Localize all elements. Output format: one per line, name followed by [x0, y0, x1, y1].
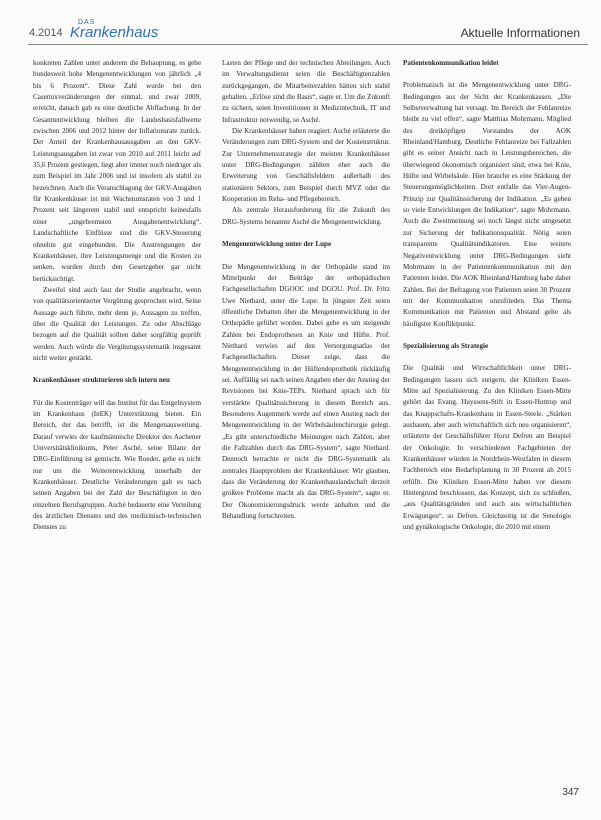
logo-title: Krankenhaus	[70, 24, 159, 41]
paragraph: Für die Kostenträger will das Institut für das Entgeltsystem im Krankenhaus (InEK) Unterstützung bieten. Ein Bereich, der das betrifft, ist die Mengenausweitung. Darauf verwies der kaufmännische Direktor des Aachener Universitätsklinikums, Peter Asché, seine Bilanz der DRG-Einführung ist gemischt. Wie Roeder, gehe es nicht nur um die Weiterentwicklung innerhalb der Krankenhäuser. Deutliche Veränderungen gab es nach seinen Angaben bei der Zahl der Beschäftigten in den einzelnen Berufsgruppen. Asché bedauerte eine Verteilung des ärztlichen Dienstes und des medizinisch-technischen Dienstes zu	[33, 398, 201, 532]
section-title: Aktuelle Informationen	[460, 26, 580, 40]
paragraph: Die Krankenhäuser haben reagiert. Asché erläuterte die Veränderungen zum DRG-System und der Kostenstruktur. Zur Unternehmensstrategie der meisten Krankenhäuser unter DRG-Bedingungen zählten eher auch die Erweiterung von Geschäftsfeldern außerhalb des stationären Sektors, zum Beispiel durch MVZ oder die Kooperation im Reha- und Pflegebereich.	[222, 127, 390, 204]
paragraph: Als zentrale Herausforderung für die Zukunft des DRG-Systems benannte Asché die Mengenentwicklung.	[222, 206, 390, 226]
subheading: Mengenentwicklung unter der Lupe	[222, 240, 332, 249]
paragraph: Lasten der Pflege und der technischen Abteilungen. Auch im Verwaltungsdienst seien die Beschäftigtenzahlen zurückgegangen, die Mitarbeiterzahlen hätten sich stabil gehalten. „Erlöse sind die Basis“, sagte er. Um die Zukunft zu sichern, seien Investitionen in Medizintechnik, IT und Infrastruktur notwendig, so Asché.	[222, 59, 390, 124]
paragraph: konkreten Zahlen unter anderem die Behauptung, es gebe bundesweit hohe Mengenentwicklungen von jährlich „4 bis 6 Prozent“. Diese Zahl wurde bei den Casemixveränderungen der einmal, und zwar 2009, erreicht, danach gab es eine deutliche Abflachung. In der Gesamtentwicklung bleiben die Landesbasisfallwerte zwischen 2006 und 2012 hinter der Inflationsrate zurück. Der Anteil der Krankenhausausgaben an den GKV-Leistungsausgaben ist zwar von 2010 auf 2011 leicht auf 35,6 Prozent gestiegen, liegt aber immer noch niedriger als zum Beispiel im Jahr 2006 und ist insofern als stabil zu bezeichnen. Auch die Veranschlagung der GKV-Ausgaben für Krankenhäuser ist mit Wachstumsraten von 3 und 1 Prozent seit längerem stabil und entspricht keinesfalls einer „ungebremsten Ausgabenentwicklung“. Landschaftliche Einflüsse sind die GKV-Steuerung ohnehin gut eingebunden. Die Anstrengungen der Krankenhäuser, ihre Leistungsmenge und die Kosten zu senken, wurden durch den Gesetzgeber gar nicht berücksichtigt.	[33, 59, 201, 283]
article-column-1	[33, 58, 201, 800]
header-rule	[28, 44, 588, 45]
logo-small-text: DAS	[78, 19, 96, 26]
subheading: Krankenhäuser strukturieren sich intern neu	[33, 376, 170, 385]
article-column-2	[222, 58, 390, 800]
paragraph: Zweifel sind auch laut der Studie angebracht, wenn von qualitätsorientierter Vergütung gesprochen wird. Seine Aussage auch führte, mehr denn je, Aussagen zu treffen, über die Qualität der Leistungen. Zu oder Abschläge bezogen auf die Qualität sollten daher sorgfältig geprüft werden. Auch würde die Vergütungssystematik insgesamt nicht weiter gestärkt.	[33, 285, 201, 362]
paragraph: Problematisch ist die Mengenentwicklung unter DRG-Bedingungen aus der Sicht der Krankenkassen. „Die Selbstverwaltung hat versagt. Im Bereich der Fehlanreize bleibt zu viel offen“, sagte Matthias Mohrmann, Mitglied des dreiköpfigen Vorstandes der AOK Rheinland/Hamburg. Deutliche Fehlanreize bei Fallzahlen gibt es seiner Ansicht nach in Leistungsbereichen, die überwiegend ökonomisch organisiert sind, etwa bei Knie, Hüfte und Wirbelsäule. Hier brauche es eine Stärkung der Steuerungsmöglichkeiten. Dort entfalle das Vier-Augen-Prinzip zur Qualitätssicherung der Indikation. „Es gehen so viele Entwicklungen die Indikation“, sagte Mohrmann. Auch die Zweitmeinung sei noch längst nicht umgesetzt zur Sicherung der Indikationsqualität. Nötig seien transparente Qualitätsindikatoren. Eine weitere Negativentwicklung unter DRG-Bedingungen sieht Mohrmann in der Patientenkommunikation mit den Patienten leidet. Die AOK Rheinland/Hamburg habe daher Zahlen. Bei der Befragung von Patienten seien 30 Prozent mit der Kommunikation unzufrieden. Das Thema Kommunikation mit Patienten und Abstand gelte als häufigster Konfliktpunkt.	[403, 81, 571, 328]
subheading: Patientenkommunikation leidet	[403, 59, 499, 67]
paragraph: Die Mengenentwicklung in der Orthopädie stand im Mittelpunkt der Beiträge der orthopädischen Fachgesellschaften DGOOC und DGOU. Prof. Dr. Fritz Uwe Niethard, unter die Lupe: In jüngster Zeit seien öffentliche Debatten über die Mengenentwicklung in der Orthopädie geführt worden. Dabei gehe es um steigende Zahlen bei Endoprothesen an Knie und Hüfte. Prof. Niethard verwies auf den Versorgungsatlas der Fachgesellschaften. Dieser zeige, dass die Mengenentwicklung in der Hüftendoprothetik rückläufig sei. Auffällig sei nach seinen Angaben eher der Anstieg der Revisionen bei Knie-TEPs. Niethard sprach sich für verstärkte Qualitätssicherung in diesem Bereich aus. Besonderes Augenmerk werde auf einen Anstieg nach der Mengenentwicklung in der Wirbelsäulenchirurgie gelegt. „Es gibt unterschiedliche Meinungen nach Zahlen, aber die Fallzahlen durch das DRG-System“, sagte Niethard. Dennoch betrachte er nicht die DRG-Systematik als zentrales Hauptproblem der Krankenhäuser. Wir glauben, dass die Veränderung der Krankenhauslandschaft derzeit größere Probleme macht als das DRG-System“, sagte er. Der Ökonomisierungsdruck werde anhalten und die Behandlung fortschreiten.	[222, 262, 390, 521]
page-number: 347	[562, 787, 579, 798]
article-column-3	[403, 58, 571, 800]
subheading: Spezialisierung als Strategie	[403, 341, 489, 350]
paragraph: Die Qualität und Wirtschaftlichkeit unter DRG-Bedingungen lassen sich steigern, der Kliniken Essen-Mitte auf Spezialisierung. Zu den Kliniken Essen-Mitte gehört das Evang. Huyssens-Stift in Essen-Huttrop und das Knappschafts-Krankenhaus in Essen-Steele. „Stärken ausbauen, aber auch wirtschaftlich sich neu organisieren“, erläuterte der Geschäftsführer Horst Defren am Beispiel der Onkologie. In verschiedenen Fachgebieten der Krankenhäuser würden in Nordrhein-Westfalen in diesem Fachbereich eine Bedarfsplanung in 30 Prozent ab 2015 erfüllt. Die Kliniken Essen-Mitte haben vor diesem Hintergrund beschlossen, das Konzept, sich zu schließen, „aus Qualitätsgründen und auch aus wirtschaftlichen Erwägungen“, so Defren. Gleichzeitig ist die Senologie und gynäkologische Onkologie, die 2010 mit einem	[403, 364, 571, 532]
page-header	[0, 0, 601, 44]
issue-number: 4.2014	[29, 27, 63, 39]
